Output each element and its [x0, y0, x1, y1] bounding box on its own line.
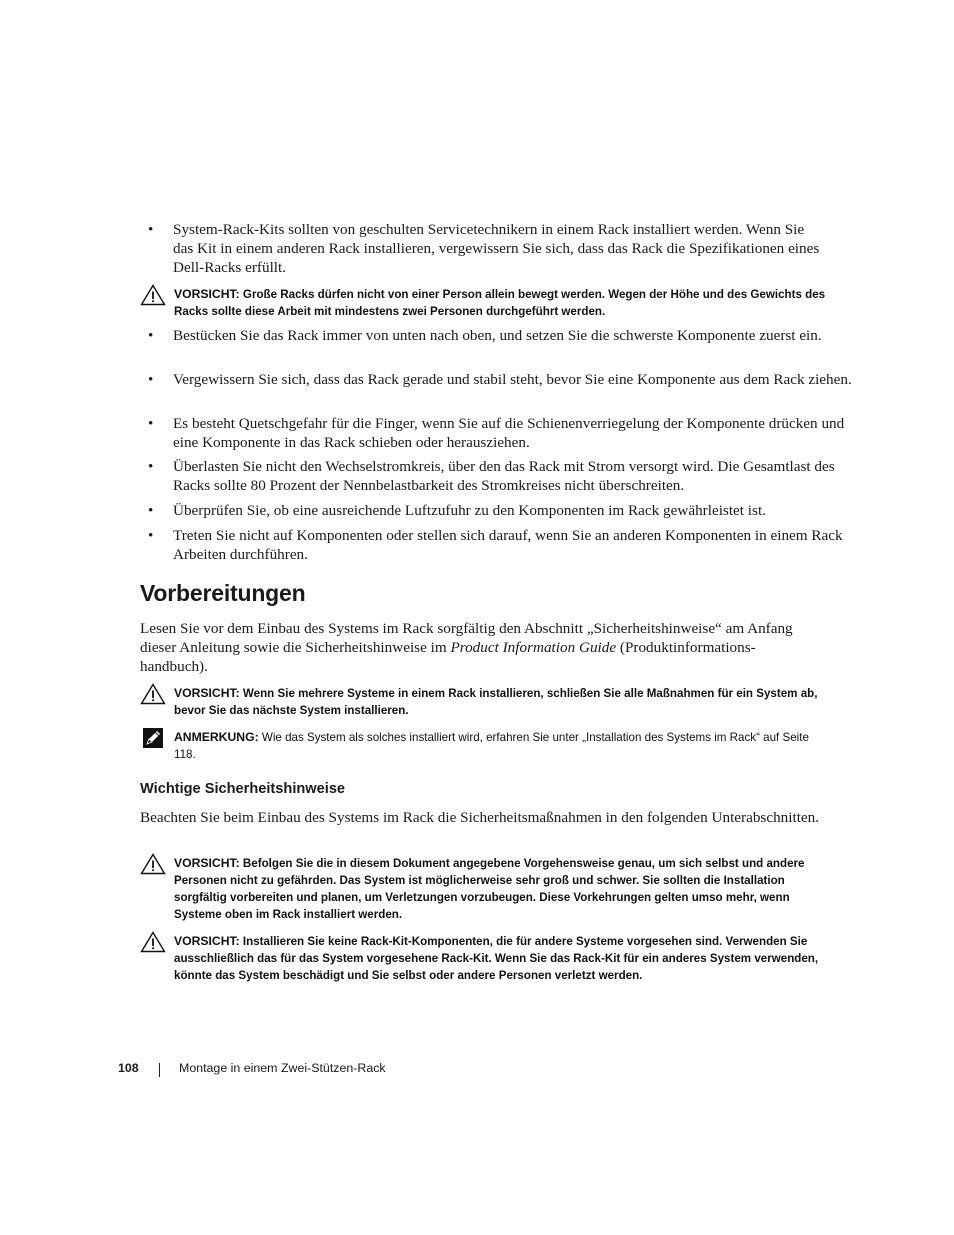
caution-notice [140, 933, 830, 984]
warning-triangle-icon [140, 853, 166, 875]
bullet-marker: • [148, 371, 154, 388]
intro-text-start: Lesen Sie vor dem Einbau des Systems im Rack sorgfältig den Abschnitt „Sicherheitshinweise“ am Anfang dieser Anleitung sowie die Sicherheitshinweise im [140, 620, 793, 656]
list-item [140, 457, 853, 495]
note-label: ANMERKUNG: [174, 730, 259, 744]
list-item [140, 326, 853, 345]
bullet-marker: • [148, 527, 154, 544]
caution-notice [140, 685, 830, 719]
note-text [174, 729, 830, 763]
subsection-intro: Beachten Sie beim Einbau des Systems im Rack die Sicherheitsmaßnahmen in den folgenden Unterabschnitten. [140, 809, 820, 826]
list-item [140, 370, 853, 389]
bullet-text: System-Rack-Kits sollten von geschulten Servicetechnikern in einem Rack installiert werden. Wenn Sie das Kit in einem anderen Rack installieren, vergewissern Sie sich, dass das Rack die Spezifikationen eines Dell-Racks erfüllt. [173, 221, 820, 276]
caution-body: Große Racks dürfen nicht von einer Person allein bewegt werden. Wegen der Höhe und des Gewichts des Racks sollte diese Arbeit mit mindestens zwei Personen durchgeführt werden. [174, 288, 826, 318]
caution-notice [140, 286, 830, 320]
caution-text [174, 286, 830, 320]
list-item [140, 501, 853, 520]
caution-text [174, 685, 830, 719]
page-footer [118, 1061, 386, 1075]
note-pencil-icon [140, 727, 166, 749]
note-body: Wie das System als solches installiert wird, erfahren Sie unter „Installation des Systems im Rack“ auf Seite 118. [174, 731, 809, 761]
bullet-marker: • [148, 327, 154, 344]
bullet-marker: • [148, 221, 154, 238]
note-notice [140, 729, 830, 763]
caution-text [174, 933, 830, 984]
bullet-text: Es besteht Quetschgefahr für die Finger, wenn Sie auf die Schienenverriegelung der Komponente drücken und eine Komponente in das Rack schieben oder herausziehen. [173, 415, 845, 451]
caution-body: Installieren Sie keine Rack-Kit-Komponenten, die für andere Systeme vorgesehen sind. Verwenden Sie ausschließlich das für das System vorgesehene Rack-Kit. Wenn Sie das Rack-Kit für ein anderes System verwenden, könnte das System beschädigt und Sie selbst oder andere Personen verletzt werden. [174, 935, 819, 982]
caution-label: VORSICHT: [174, 686, 240, 700]
section-title: Vorbereitungen [140, 580, 306, 606]
subsection-title: Wichtige Sicherheitshinweise [140, 781, 346, 797]
footer-divider [159, 1063, 160, 1077]
warning-triangle-icon [140, 683, 166, 705]
intro-paragraph [140, 619, 820, 676]
caution-body: Befolgen Sie die in diesem Dokument angegebene Vorgehensweise genau, um sich selbst und andere Personen nicht zu gefährden. Das System ist möglicherweise sehr groß und schwer. Sie sollten die Installation sorgfältig vorbereiten und planen, um Verletzungen vorzubeugen. Diese Vorkehrungen gelten umso mehr, wenn Systeme oben im Rack installiert werden. [174, 857, 805, 921]
bullet-text: Überprüfen Sie, ob eine ausreichende Luftzufuhr zu den Komponenten im Rack gewährleistet ist. [173, 502, 766, 519]
footer-chapter-title: Montage in einem Zwei-Stützen-Rack [179, 1061, 386, 1075]
bullet-text: Bestücken Sie das Rack immer von unten nach oben, und setzen Sie die schwerste Komponente zuerst ein. [173, 327, 822, 344]
list-item [140, 220, 820, 277]
bullet-text: Überlasten Sie nicht den Wechselstromkreis, über den das Rack mit Strom versorgt wird. Die Gesamtlast des Racks sollte 80 Prozent der Nennbelastbarkeit des Stromkreises nicht überschreiten. [173, 458, 835, 494]
list-item [140, 414, 853, 452]
caution-label: VORSICHT: [174, 856, 240, 870]
bullet-text: Treten Sie nicht auf Komponenten oder stellen sich darauf, wenn Sie an anderen Komponenten in einem Rack Arbeiten durchführen. [173, 527, 843, 563]
caution-label: VORSICHT: [174, 934, 240, 948]
intro-document-title: Product Information Guide [450, 639, 617, 656]
warning-triangle-icon [140, 931, 166, 953]
bullet-marker: • [148, 415, 154, 432]
caution-label: VORSICHT: [174, 287, 240, 301]
intro-text-end: (Produktinformations-handbuch). [140, 639, 756, 675]
bullet-list-top [140, 220, 820, 277]
bullet-marker: • [148, 458, 154, 475]
caution-notice [140, 855, 830, 923]
page-number: 108 [118, 1061, 139, 1075]
bullet-marker: • [148, 502, 154, 519]
caution-text [174, 855, 830, 923]
warning-triangle-icon [140, 284, 166, 306]
bullet-text: Vergewissern Sie sich, dass das Rack gerade und stabil steht, bevor Sie eine Komponente aus dem Rack ziehen. [173, 371, 852, 388]
list-item [140, 526, 853, 564]
caution-body: Wenn Sie mehrere Systeme in einem Rack installieren, schließen Sie alle Maßnahmen für ein System ab, bevor Sie das nächste System installieren. [174, 687, 818, 717]
